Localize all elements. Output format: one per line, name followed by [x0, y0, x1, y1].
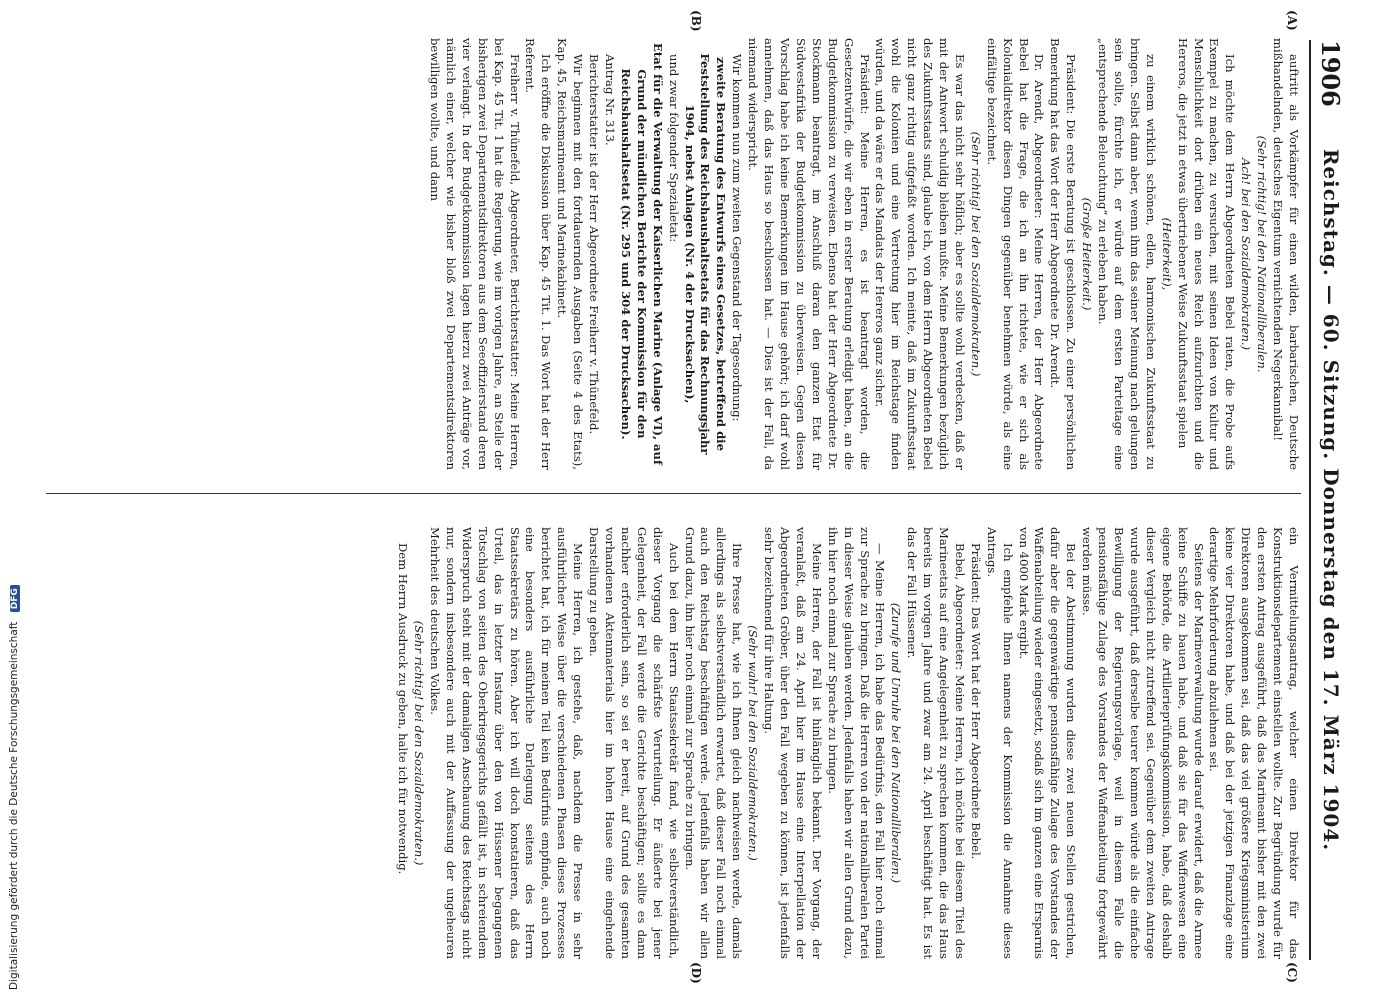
page-header	[1309, 40, 1351, 960]
interjection: (Zurufe und Unruhe bei den Nationalliberalen.)	[889, 602, 904, 884]
paragraph: Dem Herrn Ausdruck zu geben, halte ich für notwendig.	[396, 543, 411, 875]
agenda-heading: zweite Beratung des Entwurfs eines Gesetzes, betreffend die Feststellung des Reichshaushaltsetats für das Rechnungsjahr 1904, nebst Anlagen (Nr. 4 der Drucksachen),	[682, 53, 729, 455]
digitization-credit	[6, 0, 22, 1000]
paragraph: Bei der Abstimmung wurden diese zwei neuen Stellen gestrichen, dafür aber die gegenwärtige pensionsfähige Zulage des Vorstandes der Waffenabteilung wieder eingesetzt, sodaß sich im ganzen eine Ersparnis von 4000 Mark ergibt.	[1016, 527, 1079, 959]
paragraph: Ich eröffne die Diskussion über Kap. 45 Tit. 1. Das Wort hat der Herr Referent.	[523, 38, 554, 470]
credit-text: Digitalisierung gefördert durch die Deutsche Forschungsgemeinschaft	[8, 621, 20, 990]
paragraph: Es war das nicht sehr höflich; aber es sollte wohl verdecken, daß er mit der Antwort schuldig bleiben mußte. Meine Bemerkungen bezüglich des Zukunftsstaats sind, glaube ich, von dem Herrn Abgeordneten Bebel nicht ganz richtig aufgefaßt worden. Ich meinte, daß im Zukunftsstaat wohl die Kolonien und eine Vertretung hier im Reichstage finden würden, und da wäre er das Mandats der Hereros ganz sicher.	[873, 38, 967, 470]
right-text-column	[46, 527, 1301, 959]
paragraph: Meine Herren, der Fall ist hinlänglich bekannt. Der Vorgang, der veranlaßt, daß am 24. April hier im Hause eine Interpellation der Abgeordneten Gröber, über den Fall wegeben zu können, ist jedenfalls sehr bezeichnend für ihre Haltung.	[762, 527, 824, 959]
page-title: Reichstag. — 60. Sitzung. Donnerstag den 17. März 1904.	[1319, 148, 1343, 852]
interjection: (Sehr wahr! bei den Sozialdemokraten.)	[746, 625, 761, 861]
interjection: (Sehr richtig! bei den Sozialdemokraten.)	[412, 620, 427, 866]
interjection: (Große Heiterkeit.)	[1080, 197, 1095, 311]
interjection: Ach! bei den Sozialdemokraten.)	[1239, 157, 1254, 351]
paragraph: Ihre Presse hat, wie ich Ihnen gleich nachweisen werde, damals allerdings als selbstverständlich erwartet, daß dieser Fall noch einmal auch den Reichstag beschäftigen werde. Jedenfalls haben wir allen Grund dazu, ihn hier noch einmal zur Sprache zu bringen.	[682, 527, 745, 959]
margin-marker-b: (B)	[689, 10, 703, 32]
paragraph: Dr. Arendt, Abgeordneter: Meine Herren, der Herr Abgeordnete Bebel hat die Frage, die ich an ihn richtete, wie er sich als Kolonialdirektor diesen Dingen gegenüber benehmen würde, als eine einfältige bezeichnet.	[984, 38, 1047, 470]
paragraph: Ich empfehle Ihnen namens der Kommission die Annahme dieses Antrags.	[984, 527, 1015, 959]
dfg-logo: DFG	[10, 585, 20, 612]
paragraph: Präsident: Die erste Beratung ist geschlossen. Zu einer persönlichen Bemerkung hat das Wort der Herr Abgeordnete Dr. Arendt.	[1048, 38, 1079, 470]
paragraph: auftritt als Vorkämpfer für einen wilden, barbarischen, Deutsche mißhandelnden, deutsches Eigentum vernichtenden Negerkannibal!	[1271, 38, 1301, 470]
margin-marker-a: (A)	[1285, 10, 1299, 31]
paragraph: Bebel, Abgeordneter: Meine Herren, ich möchte bei diesem Titel des Marineetats auf eine Angelegenheit zu sprechen kommen, die das Haus bereits im vorigen Jahre und zwar am 24. April beschäftigt hat. Es ist das der Fall Hüssener.	[905, 527, 967, 959]
agenda-heading: Etat für die Verwaltung der Kaiserlichen Marine (Anlage VI), auf Grund der mündlichen Berichte der Kommission für den Reichshaushaltsetat (Nr. 295 und 304 der Drucksachen).	[618, 43, 665, 465]
paragraph: und zwar folgender Spezialetat:	[666, 54, 681, 243]
paragraph: Antrag Nr. 313.	[603, 54, 618, 146]
margin-marker-d: (D)	[689, 962, 703, 984]
paragraph: Wir kommen nun zum zweiten Gegenstand der Tagesordnung:	[730, 54, 745, 422]
margin-marker-c: (C)	[1285, 962, 1299, 983]
paragraph: Wir beginnen mit den fortdauernden Ausgaben (Seite 4 des Etats), Kap. 45, Reichsmarineamt und Marinekabinett.	[555, 38, 586, 470]
paragraph: Meine Herren, ich gestehe, daß, nachdem die Presse in sehr ausführlicher Weise über die verschiedenen Phasen dieses Prozesses berichtet hat, ich für meinen Teil kein Bedürfnis empfinde, auch noch eine besonders ausführliche Darlegung seitens des Herrn Staatssekretärs zu hören. Aber ich will doch konstatieren, daß das Urteil, das in letzter Instanz über den von Hüssener begangenen Totschlag von seiten des Oberkriegsgerichts gefällt ist, in schreiendem Widerspruch steht mit der damaligen Anschauung des Reichstags nicht nur, sondern insbesondere auch mit der Auffassung der ungeheuren Mehrheit des deutschen Volkes.	[428, 527, 586, 959]
paragraph: Auch bei dem Herrn Staatssekretär fand, wie selbstverständlich, dieser Vorgang die schärfste Verurteilung. Er äußerte bei jener Gelegenheit, der Fall werde die Gerichte beschäftigen; sollte es dann nachher erforderlich sein, so sei er bereit, auf Grund des gesamten vorhandenen Aktenmaterials hier im hohen Hause eine eingehende Darstellung zu geben.	[587, 527, 681, 959]
interjection: (Sehr richtig! bei den Sozialdemokraten.)	[968, 131, 983, 377]
left-text-column	[46, 38, 1301, 470]
paragraph: Freiherr v. Thünefeld, Abgeordneter, Berichterstatter: Meine Herren, bei Kap. 45 Tit. 1 hat die Regierung, wie im vorigen Jahre, an Stelle der bisherigen zwei Departementsdirektoren aus dem Seeoffizierstand deren vier verlangt. In der Budgetkommission lagen hierzu zwei Anträge vor, nämlich einer, welcher wie bisher bloß zwei Departementsdirektoren bewilligen wollte, und dann	[428, 38, 522, 470]
paragraph: Ich möchte dem Herrn Abgeordneten Bebel raten, die Probe aufs Exempel zu machen, zu versuchen, mit seinen Ideen von Kultur und Menschlichkeit dort drüben ein neues Reich aufzurichten und die Hereros, die jetzt in etwas übertriebener Weise Zukunftsstaat spielen	[1175, 38, 1238, 470]
column-divider	[46, 493, 1301, 494]
paragraph: ein Vermittelungsantrag, welcher einen Direktor für das Konstruktionsdepartement einstellen wollte. Zur Begründung wurde für den ersten Antrag ausgeführt, daß das Marineamt bisher mit den zwei Direktoren ausgekommen sei, daß das viel größere Kriegsministerium keine vier Direktoren habe, und daß bei der jetzigen Finanzlage eine derartige Mehrforderung abzulehnen sei.	[1207, 527, 1301, 959]
paragraph: Berichterstatter ist der Herr Abgeordnete Freiherr v. Thünefeld.	[587, 54, 602, 435]
paragraph: Präsident: Das Wort hat der Herr Abgeordnete Bebel.	[968, 543, 983, 860]
paragraph: Präsident: Meine Herren, es ist beantragt worden, die Gesetzentwürfe, die wir eben in erster Beratung erledigt haben, an die Budgetkommission zu verweisen. Ebenso hat der Herr Abgeordnete Dr. Stockmann beantragt, im Anschluß daran den ganzen Etat für Südwestafrika der Budgetkommission zu überweisen. Gegen diesen Vorschlag habe ich keine Bemerkungen im Hause gehört; ich darf wohl annehmen, daß das Haus so beschlossen hat. — Dies ist der Fall, da niemand widerspricht.	[746, 38, 872, 470]
paragraph: zu einem wirklich schönen, edlen, harmonischen Zukunftsstaat zu bringen. Selbst dann aber, wenn ihm das seiner Meinung nach gelungen sein sollte, fürchte ich, er würde auf dem ersten Parteitage eine „entsprechende Beleuchtung“ zu erleben haben.	[1096, 38, 1158, 470]
interjection: (Heiterkeit),	[1159, 217, 1174, 291]
paragraph: Seitens der Marineverwaltung wurde darauf erwidert, daß die Armee keine Schiffe zu bauen habe, und daß sie für das Waffenwesen eine eigene Behörde, die Artillerieprüfungskommission, habe, daß deshalb dieser Vergleich nicht zutreffend sei. Gegenüber dem zweiten Antrage wurde ausgeführt, daß derselbe teurer kommen würde als die einfache Bewilligung der Regierungsvorlage, weil in diesem Falle die pensionsfähige Zulage des Vorstandes der Waffenabteilung fortgewährt werden müsse.	[1080, 527, 1206, 959]
paragraph: — Meine Herren, ich habe das Bedürfnis, den Fall hier noch einmal zur Sprache zu bringen. Daß die Herren von der nationalliberalen Partei in dieser Weise glauben werden. Jedenfalls haben wir allen Grund dazu, ihn hier noch einmal zur Sprache zu bringen.	[825, 527, 888, 959]
interjection: (Sehr richtig! bei den Nationalliberalen.	[1255, 135, 1270, 373]
page-number: 1906	[1316, 40, 1345, 107]
